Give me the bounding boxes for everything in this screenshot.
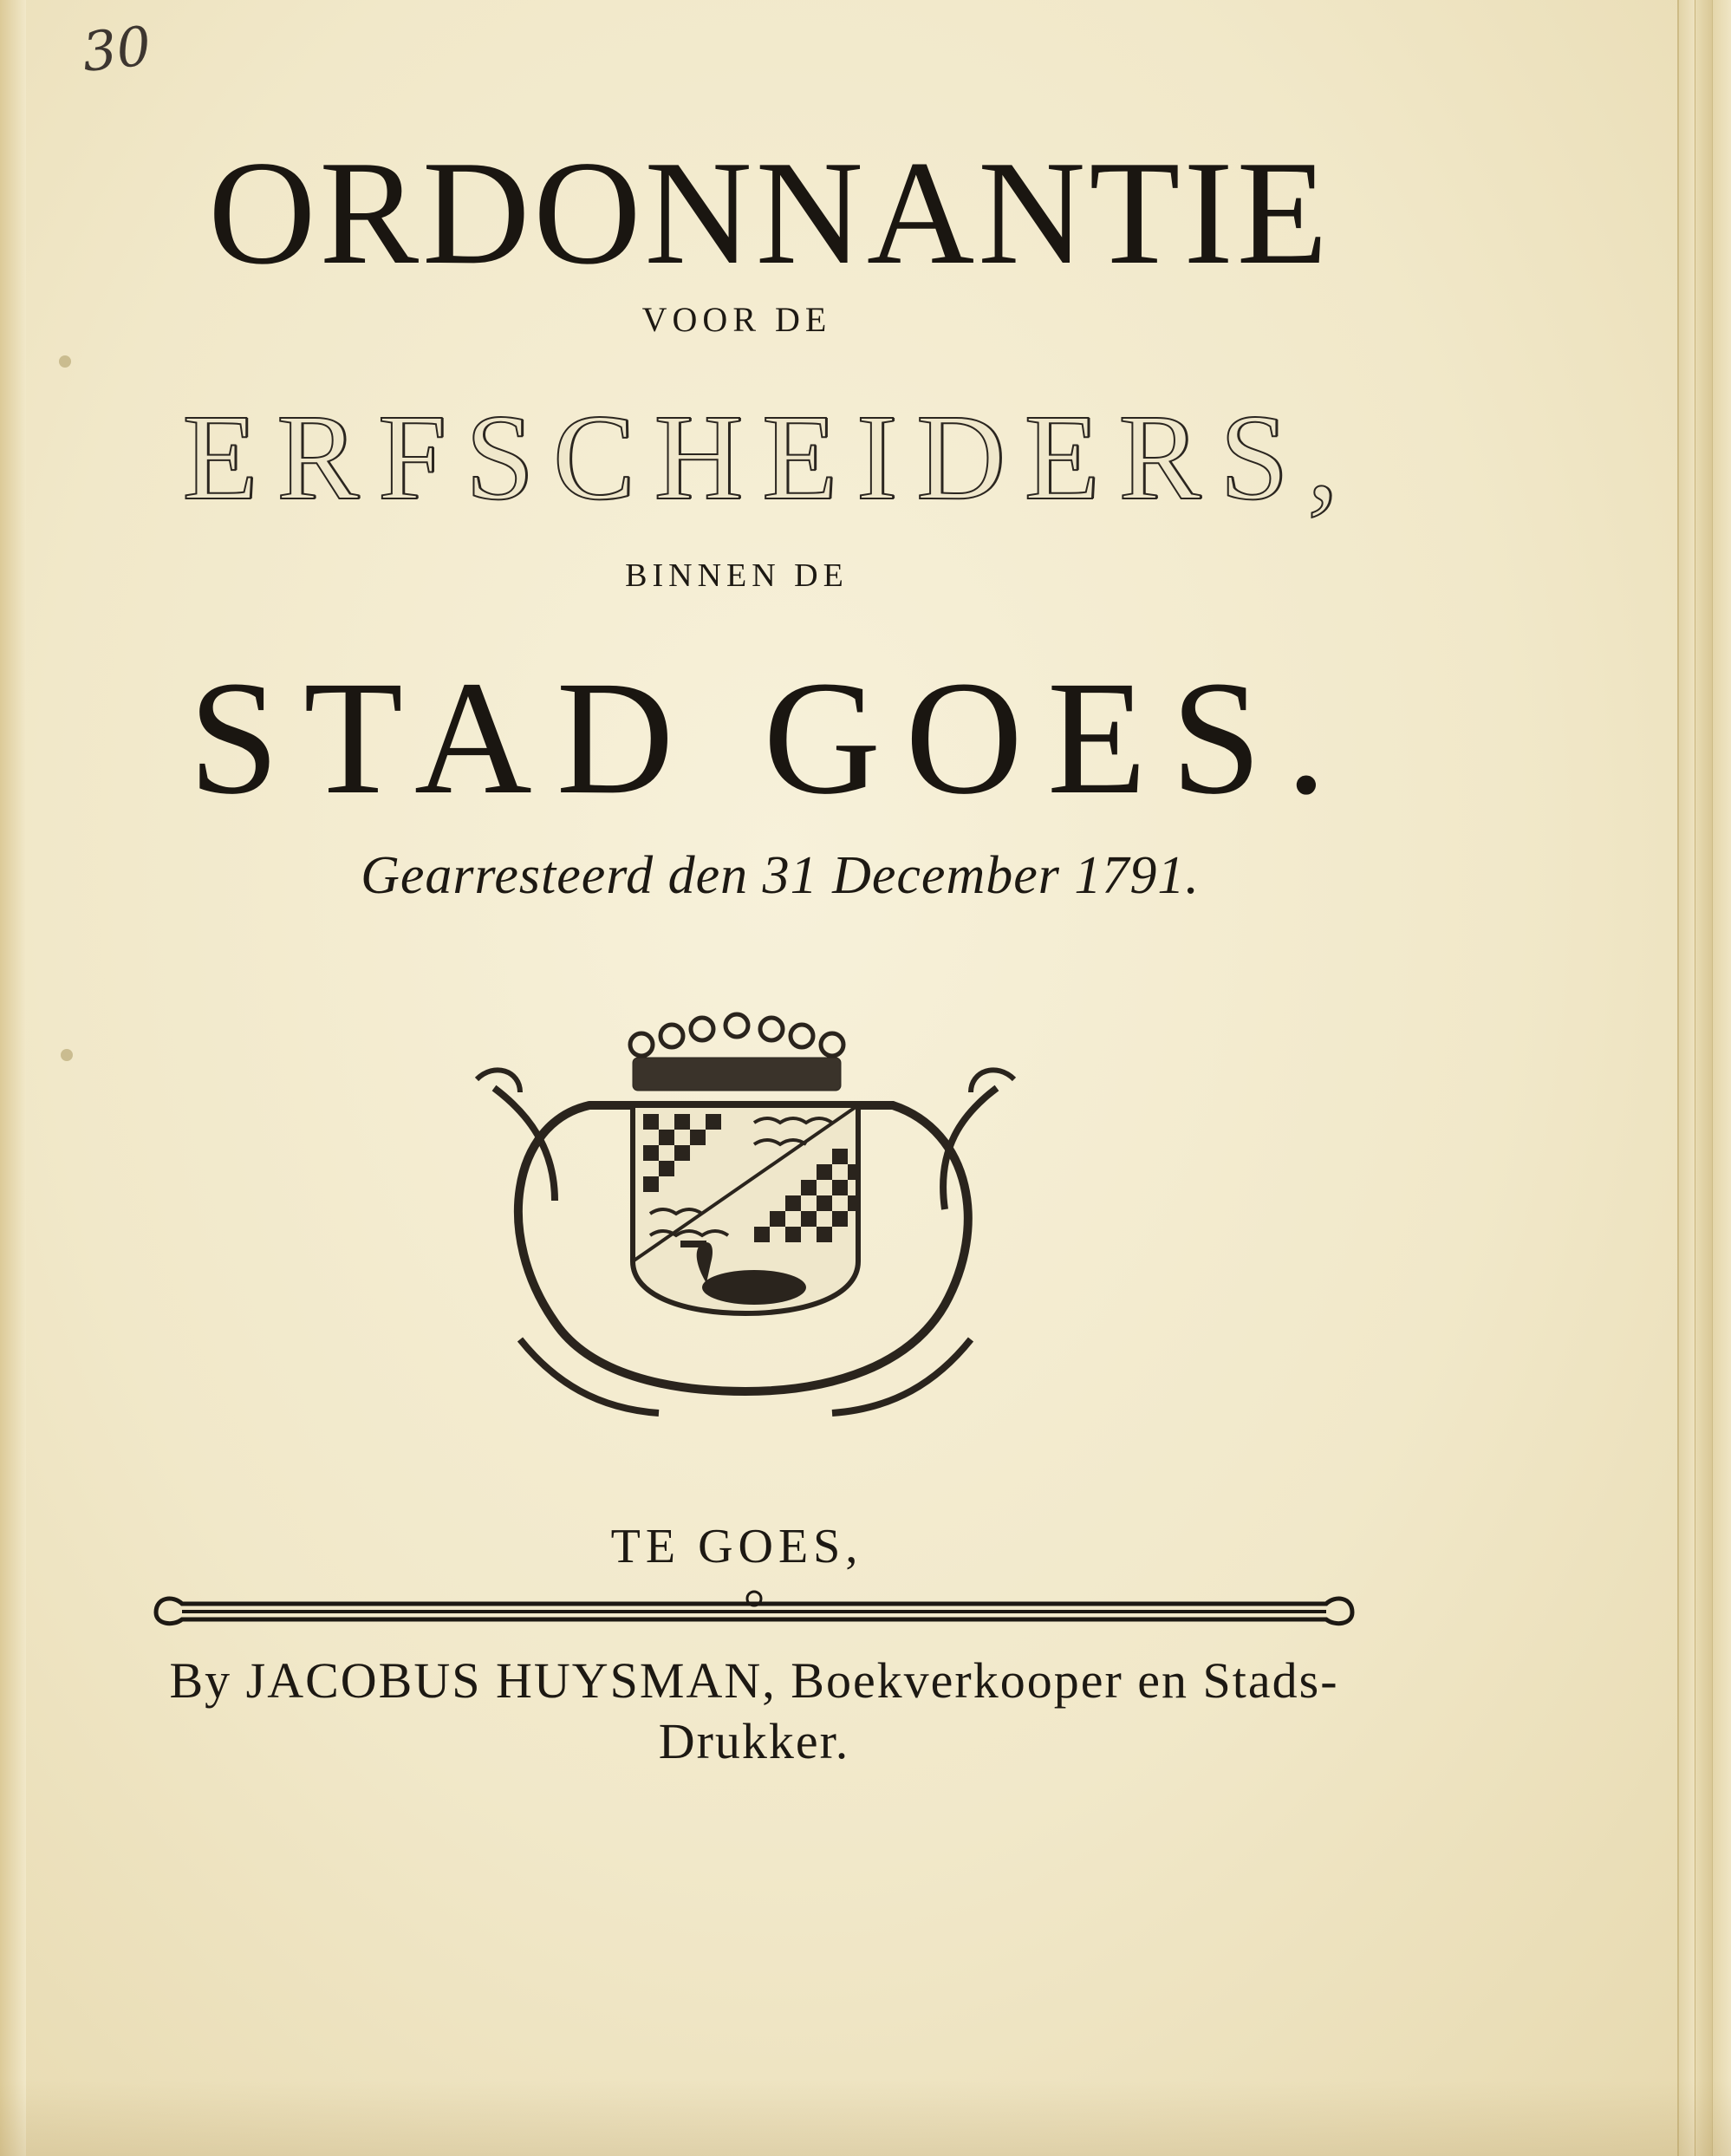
title-line-1: ORDONNANTIE bbox=[208, 131, 1331, 296]
page-edge-3 bbox=[1712, 0, 1731, 2156]
page-shadow bbox=[0, 2081, 1731, 2156]
title-line-2: VOOR DE bbox=[641, 300, 832, 339]
handwritten-number: 30 bbox=[79, 14, 154, 84]
imprint-printer-line-2: Drukker. bbox=[658, 1713, 850, 1769]
title-line-5: STAD GOES. bbox=[188, 647, 1351, 828]
binding-hole bbox=[59, 355, 71, 368]
page-edge-1 bbox=[1677, 0, 1696, 2156]
binding-hole bbox=[61, 1049, 73, 1061]
title-line-3: ERFSCHEIDERS, bbox=[182, 388, 1357, 525]
imprint-place: TE GOES, bbox=[610, 1520, 863, 1573]
date-line: Gearresteerd den 31 December 1791. bbox=[361, 846, 1200, 905]
title-line-4: BINNEN DE bbox=[625, 557, 849, 594]
imprint-printer-line-1: By JACOBUS HUYSMAN, Boekverkooper en Stads- bbox=[169, 1652, 1339, 1709]
page-edge-2 bbox=[1695, 0, 1713, 2156]
ornamental-rule-icon bbox=[147, 1588, 1361, 1632]
page-left-edge bbox=[0, 0, 26, 2156]
coat-of-arms-icon bbox=[459, 1010, 1031, 1426]
